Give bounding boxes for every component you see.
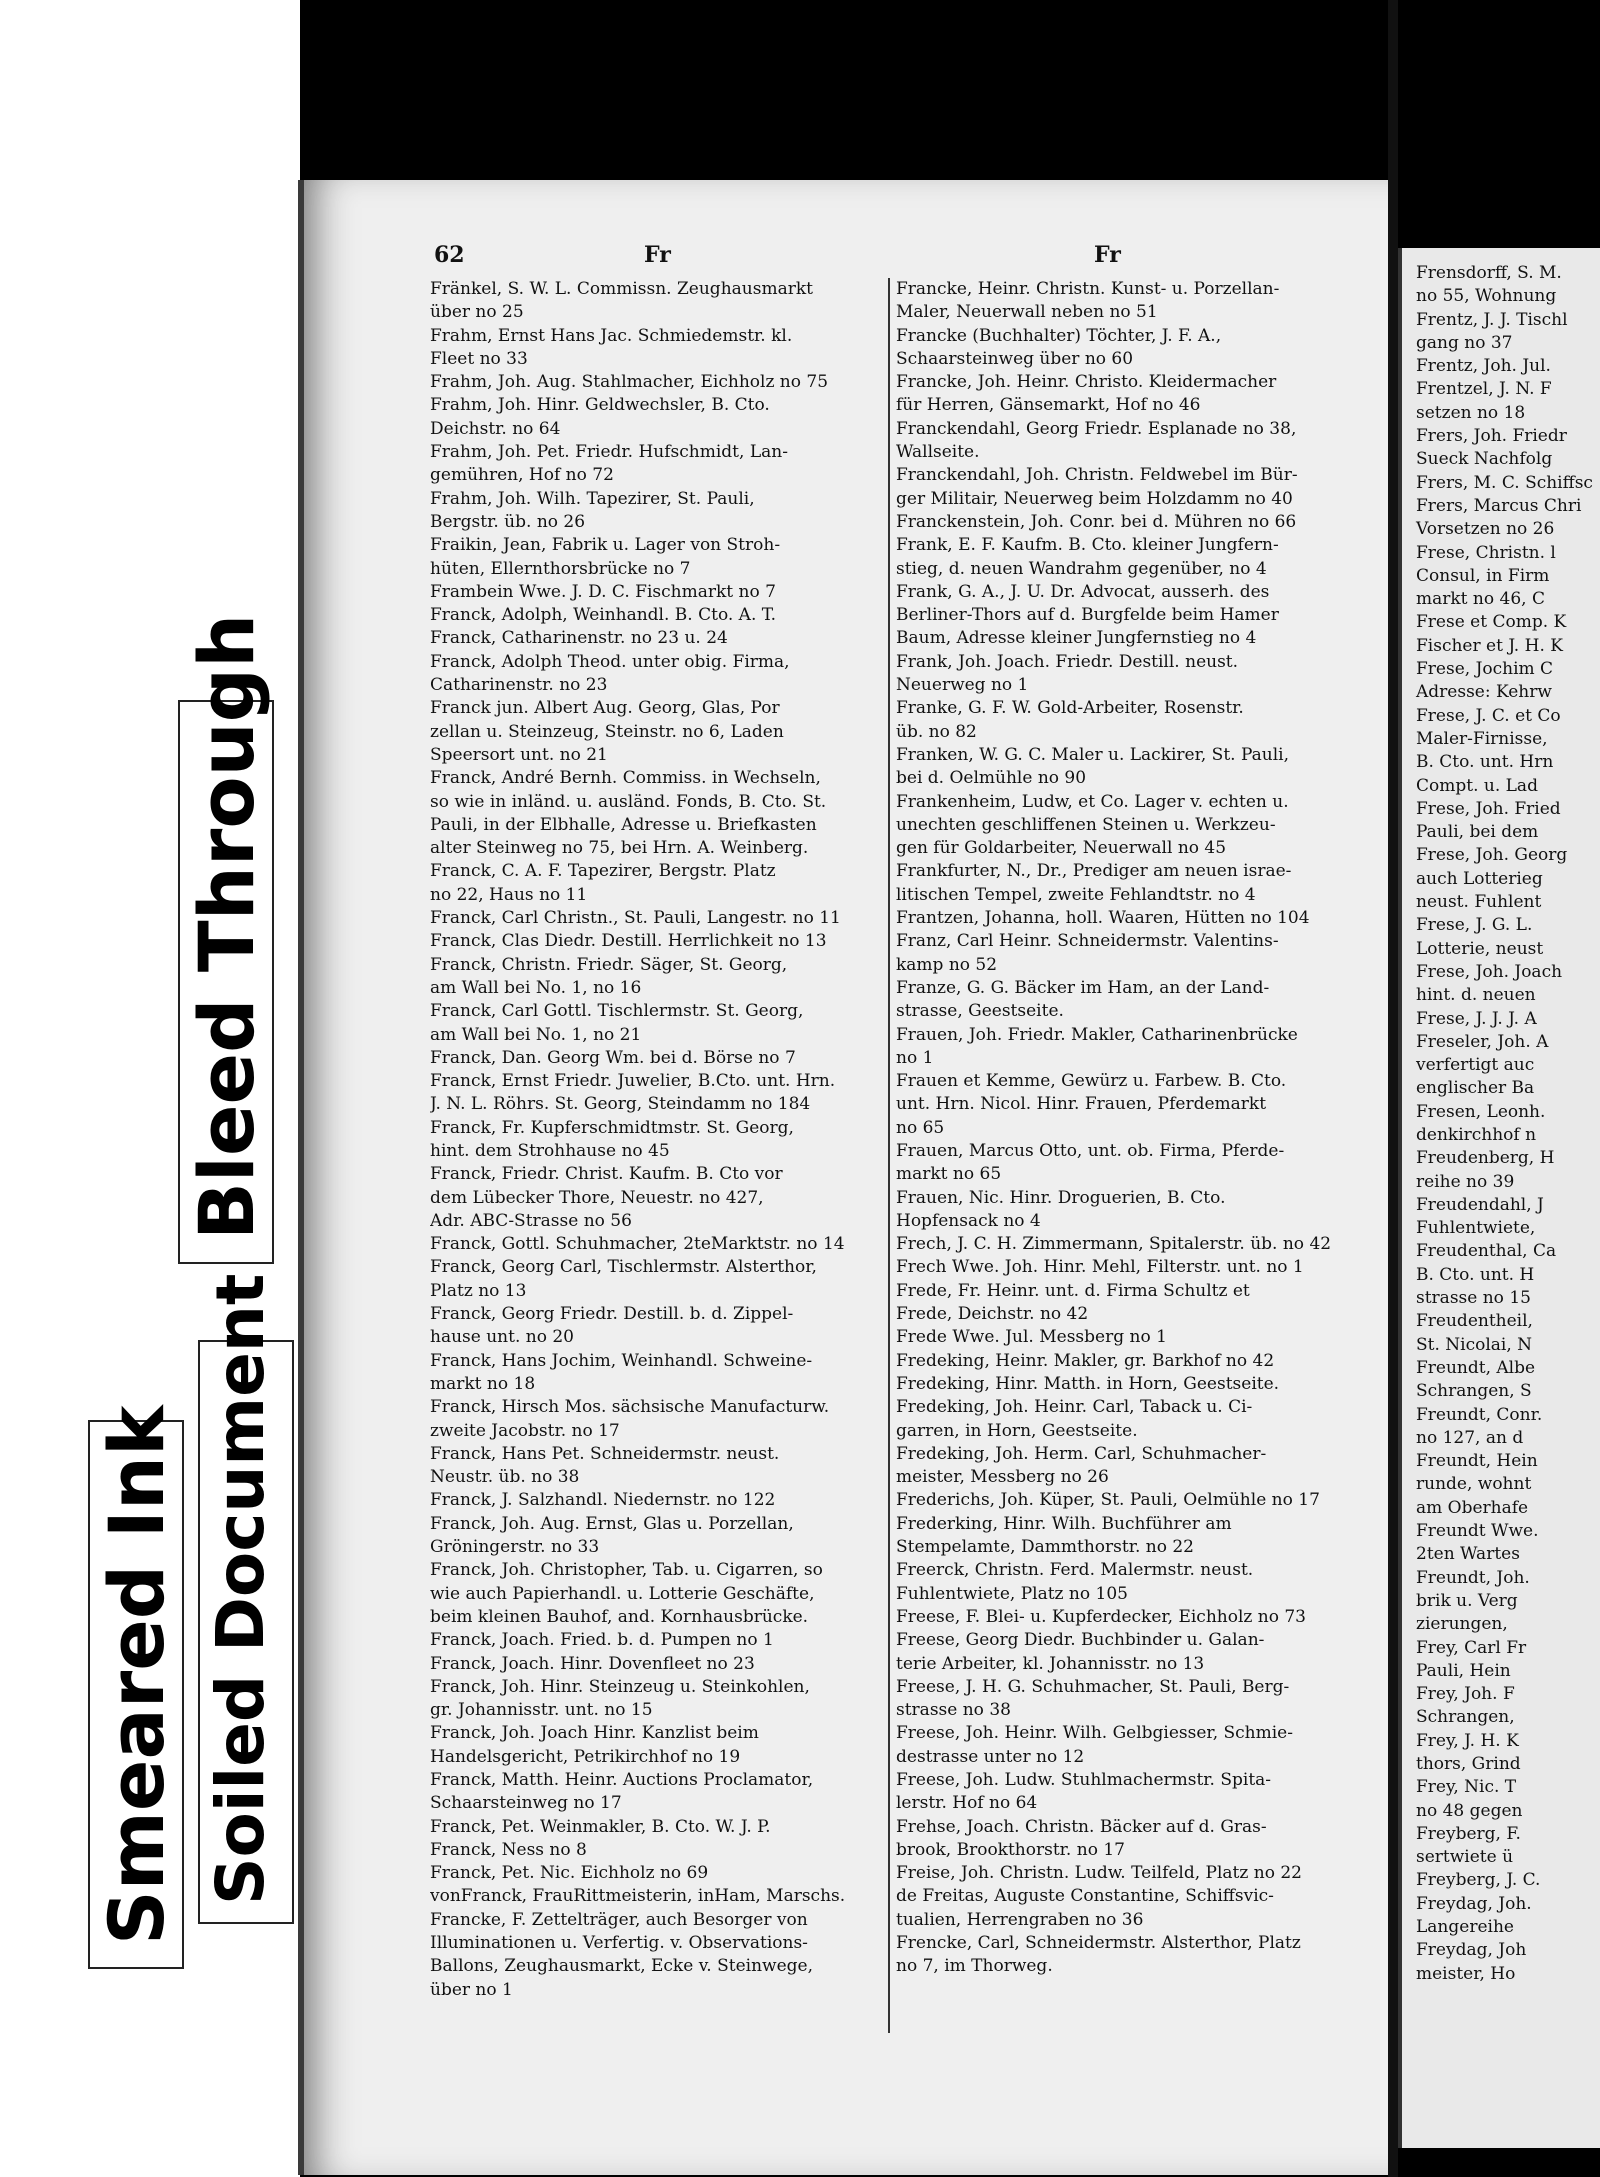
header-left: Fr: [644, 242, 671, 268]
entry-line: am Oberhafe: [1416, 1497, 1529, 1518]
entry-line: am Wall bei No. 1, no 16: [430, 977, 642, 998]
column-divider: [888, 278, 890, 2033]
entry-line: Franck, Pet. Nic. Eichholz no 69: [430, 1863, 709, 1884]
column-left: [430, 278, 884, 2002]
entry-line: Frey, Nic. T: [1416, 1777, 1517, 1798]
entry-line: Franck, Pet. Weinmakler, B. Cto. W. J. P.: [430, 1816, 771, 1837]
column-right: [896, 278, 1350, 1979]
entry-line: Freese, Georg Diedr. Buchbinder u. Galan-: [896, 1630, 1265, 1651]
entry-line: Baum, Adresse kleiner Jungfernstieg no 4: [896, 628, 1257, 649]
entry-line: Franken, W. G. C. Maler u. Lackirer, St. Pauli,: [896, 744, 1290, 765]
entry-line: Frese, J. J. J. A: [1416, 1008, 1537, 1029]
entry-line: Lotterie, neust: [1416, 938, 1544, 959]
entry-line: reihe no 39: [1416, 1171, 1515, 1192]
entry-line: Freudentheil,: [1416, 1311, 1533, 1332]
entry-line: Pauli, in der Elbhalle, Adresse u. Briefkasten: [430, 814, 817, 835]
entry-line: Illuminationen u. Verfertig. v. Observations-: [430, 1933, 808, 1954]
entry-line: Frey, J. H. K: [1416, 1730, 1519, 1751]
entry-line: Catharinenstr. no 23: [430, 675, 608, 696]
entry-line: Fresen, Leonh.: [1416, 1101, 1546, 1122]
entry-line: Frank, E. F. Kaufm. B. Cto. kleiner Jungfern-: [896, 535, 1279, 556]
header-right: Fr: [1094, 242, 1121, 268]
entry-line: sertwiete ü: [1416, 1847, 1514, 1868]
entry-line: litischen Tempel, zweite Fehlandtstr. no 4: [896, 884, 1256, 905]
column-next-page: [1416, 262, 1593, 1986]
entry-line: neust. Fuhlent: [1416, 892, 1542, 913]
entry-line: Freyberg, J. C.: [1416, 1870, 1541, 1891]
entry-line: Frese, Joh. Georg: [1416, 845, 1568, 866]
entry-line: markt no 18: [430, 1373, 536, 1394]
entry-line: Franckendahl, Georg Friedr. Esplanade no 38,: [896, 418, 1297, 439]
entry-line: Fredeking, Joh. Heinr. Carl, Taback u. Ci-: [896, 1397, 1253, 1418]
entry-line: Freudendahl, J: [1416, 1194, 1544, 1215]
entry-line: Gröningerstr. no 33: [430, 1537, 600, 1558]
entry-line: Franck, Carl Gottl. Tischlermstr. St. Georg,: [430, 1001, 804, 1022]
entry-line: Frauen, Joh. Friedr. Makler, Catharinenbrücke: [896, 1024, 1298, 1045]
entry-line: Fischer et J. H. K: [1416, 635, 1563, 656]
entry-line: thors, Grind: [1416, 1754, 1521, 1774]
entry-line: Franck, Joh. Hinr. Steinzeug u. Steinkohlen,: [430, 1676, 810, 1697]
entry-line: 2ten Wartes: [1416, 1544, 1520, 1565]
entry-line: brook, Brookthorstr. no 17: [896, 1839, 1125, 1860]
entry-line: Frauen et Kemme, Gewürz u. Farbew. B. Cto.: [896, 1071, 1287, 1092]
entry-line: Fredeking, Hinr. Matth. in Horn, Geestseite.: [896, 1373, 1280, 1394]
entry-line: Franck, Gottl. Schuhmacher, 2teMarktstr. no 14: [430, 1234, 845, 1255]
entry-line: Frese, Jochim C: [1416, 659, 1554, 680]
entry-line: kamp no 52: [896, 954, 998, 975]
entry-line: Franke, G. F. W. Gold-Arbeiter, Rosenstr.: [896, 698, 1244, 719]
entry-line: Frahm, Joh. Aug. Stahlmacher, Eichholz no 75: [430, 372, 829, 393]
entry-line: no 7, im Thorweg.: [896, 1956, 1053, 1977]
entry-line: Schaarsteinweg no 17: [430, 1793, 622, 1814]
entry-line: Freese, Joh. Heinr. Wilh. Gelbgiesser, Schmie-: [896, 1723, 1293, 1744]
entry-line: üb. no 82: [896, 721, 977, 742]
entry-line: Fuhlentwiete,: [1416, 1218, 1536, 1239]
entry-line: meister, Ho: [1416, 1963, 1516, 1984]
entry-line: Frentz, Joh. Jul.: [1416, 356, 1551, 377]
entry-line: Adr. ABC-Strasse no 56: [430, 1210, 632, 1231]
entry-line: Schaarsteinweg über no 60: [896, 348, 1134, 369]
entry-line: Frers, Joh. Friedr: [1416, 426, 1567, 447]
entry-line: Francke, F. Zettelträger, auch Besorger von: [430, 1909, 808, 1930]
entry-line: Franck, Dan. Georg Wm. bei d. Börse no 7: [430, 1047, 796, 1068]
entry-line: no 55, Wohnung: [1416, 286, 1557, 307]
entry-line: Consul, in Firm: [1416, 565, 1550, 586]
entry-line: Freyberg, F.: [1416, 1823, 1521, 1844]
entry-line: Frauen, Nic. Hinr. Droguerien, B. Cto.: [896, 1187, 1226, 1208]
entry-line: Franck, Clas Diedr. Destill. Herrlichkeit no 13: [430, 931, 827, 952]
entry-line: Freundt, Albe: [1416, 1357, 1536, 1378]
entry-line: zellan u. Steinzeug, Steinstr. no 6, Laden: [430, 721, 784, 742]
entry-line: Franze, G. G. Bäcker im Ham, an der Land-: [896, 977, 1270, 998]
entry-line: Adresse: Kehrw: [1416, 682, 1552, 703]
entry-line: markt no 46, C: [1416, 589, 1545, 610]
entry-line: Franck, Georg Friedr. Destill. b. d. Zippel-: [430, 1304, 794, 1325]
entry-line: Freese, F. Blei- u. Kupferdecker, Eichholz no 73: [896, 1606, 1306, 1627]
entry-line: Fredeking, Joh. Herm. Carl, Schuhmacher-: [896, 1443, 1267, 1464]
entry-line: terie Arbeiter, kl. Johannisstr. no 13: [896, 1653, 1205, 1674]
entry-line: Neustr. üb. no 38: [430, 1467, 580, 1488]
bleed-through-label: Bleed Through: [182, 613, 271, 1240]
entry-line: no 65: [896, 1117, 945, 1138]
entry-line: Neuerweg no 1: [896, 675, 1029, 696]
entry-line: Fuhlentwiete, Platz no 105: [896, 1583, 1128, 1604]
entry-line: Frentz, J. J. Tischl: [1416, 309, 1568, 330]
entry-line: B. Cto. unt. H: [1416, 1264, 1535, 1285]
entry-line: Freise, Joh. Christn. Ludw. Teilfeld, Platz no 22: [896, 1863, 1302, 1884]
entry-line: Franck, Joh. Joach Hinr. Kanzlist beim: [430, 1723, 759, 1744]
entry-line: Frese, J. C. et Co: [1416, 705, 1561, 726]
entry-line: Franck, Ness no 8: [430, 1839, 587, 1860]
entry-line: Ballons, Zeughausmarkt, Ecke v. Steinwege,: [430, 1956, 813, 1977]
entry-line: Franck, Adolph Theod. unter obig. Firma,: [430, 651, 790, 672]
directory-page: [298, 180, 1394, 2175]
entry-line: zierungen,: [1416, 1614, 1508, 1635]
entry-line: J. N. L. Röhrs. St. Georg, Steindamm no 184: [430, 1094, 811, 1115]
entry-line: meister, Messberg no 26: [896, 1467, 1109, 1488]
entry-line: runde, wohnt: [1416, 1474, 1532, 1495]
entry-line: Frahm, Joh. Hinr. Geldwechsler, B. Cto.: [430, 395, 770, 416]
entry-line: Franck, Joh. Aug. Ernst, Glas u. Porzellan,: [430, 1513, 794, 1534]
entry-line: Frahm, Joh. Pet. Friedr. Hufschmidt, Lan-: [430, 442, 788, 463]
entry-line: Francke (Buchhalter) Töchter, J. F. A.,: [896, 325, 1222, 346]
entry-line: Frambein Wwe. J. D. C. Fischmarkt no 7: [430, 581, 776, 602]
entry-line: alter Steinweg no 75, bei Hrn. A. Weinberg.: [430, 838, 809, 859]
entry-line: hint. d. neuen: [1416, 985, 1536, 1006]
entry-line: brik u. Verg: [1416, 1590, 1518, 1611]
entry-line: Freudenthal, Ca: [1416, 1241, 1557, 1262]
entry-line: Franck, Catharinenstr. no 23 u. 24: [430, 628, 728, 649]
entry-line: verfertigt auc: [1416, 1055, 1535, 1076]
entry-line: gemühren, Hof no 72: [430, 465, 614, 486]
entry-line: Franck, Hans Pet. Schneidermstr. neust.: [430, 1443, 780, 1464]
entry-line: bei d. Oelmühle no 90: [896, 768, 1087, 789]
entry-line: no 22, Haus no 11: [430, 884, 588, 905]
entry-line: Freese, Joh. Ludw. Stuhlmachermstr. Spita-: [896, 1770, 1272, 1790]
entry-line: Franck, André Bernh. Commiss. in Wechseln,: [430, 768, 821, 789]
entry-line: Frese, Joh. Joach: [1416, 961, 1563, 982]
entry-line: Frers, Marcus Chri: [1416, 495, 1582, 516]
entry-line: strasse, Geestseite.: [896, 1001, 1064, 1022]
entry-line: beim kleinen Bauhof, and. Kornhausbrücke.: [430, 1606, 809, 1627]
entry-line: Frede, Deichstr. no 42: [896, 1304, 1089, 1325]
entry-line: Franck, Hirsch Mos. sächsische Manufacturw.: [430, 1397, 830, 1418]
entry-line: strasse no 15: [1416, 1288, 1531, 1309]
entry-line: unechten geschliffenen Steinen u. Werkzeu-: [896, 814, 1276, 835]
entry-line: ger Militair, Neuerweg beim Holzdamm no 40: [896, 488, 1293, 509]
entry-line: Frahm, Joh. Wilh. Tapezirer, St. Pauli,: [430, 488, 755, 509]
page-number: 62: [434, 242, 465, 268]
entry-line: Wallseite.: [896, 442, 980, 463]
entry-line: Franck, Friedr. Christ. Kaufm. B. Cto vor: [430, 1164, 783, 1185]
entry-line: Schrangen, S: [1416, 1381, 1532, 1402]
entry-line: Freseler, Joh. A: [1416, 1031, 1549, 1052]
entry-line: Frederking, Hinr. Wilh. Buchführer am: [896, 1513, 1232, 1534]
entry-line: Frencke, Carl, Schneidermstr. Alsterthor, Platz: [896, 1933, 1301, 1954]
page-gutter: [1388, 0, 1398, 2177]
entry-line: Franck, J. Salzhandl. Niedernstr. no 122: [430, 1490, 776, 1511]
entry-line: Sueck Nachfolg: [1416, 449, 1553, 470]
entry-line: Franck, C. A. F. Tapezirer, Bergstr. Platz: [430, 861, 776, 882]
entry-line: Fraikin, Jean, Fabrik u. Lager von Stroh-: [430, 535, 781, 556]
entry-line: St. Nicolai, N: [1416, 1334, 1533, 1355]
entry-line: Fredeking, Heinr. Makler, gr. Barkhof no 42: [896, 1350, 1275, 1371]
entry-line: über no 1: [430, 1979, 513, 2000]
entry-line: Franck, Carl Christn., St. Pauli, Langestr. no 11: [430, 908, 841, 929]
entry-line: Frech Wwe. Joh. Hinr. Mehl, Filterstr. unt. no 1: [896, 1257, 1304, 1278]
entry-line: Platz no 13: [430, 1280, 527, 1301]
entry-line: Freese, J. H. G. Schuhmacher, St. Pauli, Berg-: [896, 1676, 1290, 1697]
entry-line: tualien, Herrengraben no 36: [896, 1909, 1144, 1930]
entry-line: Frankenheim, Ludw, et Co. Lager v. echten u.: [896, 791, 1289, 812]
entry-line: Frahm, Ernst Hans Jac. Schmiedemstr. kl.: [430, 325, 793, 346]
entry-line: Franck, Fr. Kupferschmidtmstr. St. Georg,: [430, 1117, 794, 1138]
entry-line: über no 25: [430, 302, 524, 323]
entry-line: markt no 65: [896, 1164, 1002, 1185]
entry-line: Frese, J. G. L.: [1416, 915, 1533, 936]
entry-line: Franck, Adolph, Weinhandl. B. Cto. A. T.: [430, 605, 777, 626]
entry-line: stieg, d. neuen Wandrahm gegenüber, no 4: [896, 558, 1267, 579]
entry-line: wie auch Papierhandl. u. Lotterie Geschäfte,: [430, 1583, 815, 1604]
entry-line: Frauen, Marcus Otto, unt. ob. Firma, Pferde-: [896, 1140, 1285, 1161]
entry-line: strasse no 38: [896, 1700, 1011, 1721]
entry-line: Frantzen, Johanna, holl. Waaren, Hütten no 104: [896, 908, 1310, 929]
entry-line: so wie in inländ. u. ausländ. Fonds, B. Cto. St.: [430, 791, 827, 812]
smeared-ink-label: Smeared Ink: [92, 1405, 181, 1945]
entry-line: Langereihe: [1416, 1917, 1514, 1938]
entry-line: Franck, Joh. Christopher, Tab. u. Cigarren, so: [430, 1560, 823, 1581]
entry-line: Freundt, Hein: [1416, 1451, 1538, 1472]
entry-line: Bergstr. üb. no 26: [430, 511, 586, 532]
entry-line: Frankfurter, N., Dr., Prediger am neuen israe-: [896, 861, 1292, 882]
entry-line: gang no 37: [1416, 332, 1513, 353]
entry-line: Frentzel, J. N. F: [1416, 379, 1552, 400]
entry-line: am Wall bei No. 1, no 21: [430, 1024, 642, 1045]
entry-line: Frede Wwe. Jul. Messberg no 1: [896, 1327, 1167, 1348]
entry-line: vonFranck, FrauRittmeisterin, inHam, Marschs.: [430, 1886, 846, 1907]
entry-line: destrasse unter no 12: [896, 1746, 1085, 1767]
entry-line: Handelsgericht, Petrikirchhof no 19: [430, 1746, 741, 1767]
entry-line: Freundt, Conr.: [1416, 1404, 1543, 1425]
entry-line: für Herren, Gänsemarkt, Hof no 46: [896, 395, 1201, 416]
entry-line: setzen no 18: [1416, 402, 1526, 423]
entry-line: Frensdorff, S. M.: [1416, 263, 1562, 283]
entry-line: de Freitas, Auguste Constantine, Schiffsvic-: [896, 1886, 1274, 1907]
entry-line: Freydag, Joh: [1416, 1940, 1527, 1961]
entry-line: B. Cto. unt. Hrn: [1416, 752, 1554, 773]
entry-line: Speersort unt. no 21: [430, 744, 608, 765]
entry-line: Frese et Comp. K: [1416, 612, 1567, 633]
entry-line: Franck jun. Albert Aug. Georg, Glas, Por: [430, 698, 780, 719]
entry-line: hause unt. no 20: [430, 1327, 574, 1348]
entry-line: Schrangen,: [1416, 1707, 1515, 1728]
entry-line: Franz, Carl Heinr. Schneidermstr. Valentins-: [896, 931, 1279, 952]
entry-line: Berliner-Thors auf d. Burgfelde beim Hamer: [896, 605, 1279, 626]
entry-line: unt. Hrn. Nicol. Hinr. Frauen, Pferdemarkt: [896, 1094, 1267, 1115]
entry-line: Frech, J. C. H. Zimmermann, Spitalerstr. üb. no 42: [896, 1234, 1332, 1255]
entry-line: Vorsetzen no 26: [1416, 519, 1555, 540]
entry-line: Franck, Christn. Friedr. Säger, St. Georg,: [430, 954, 788, 975]
entry-line: Franck, Ernst Friedr. Juwelier, B.Cto. unt. Hrn.: [430, 1071, 836, 1092]
entry-line: Franck, Georg Carl, Tischlermstr. Alsterthor,: [430, 1257, 817, 1278]
entry-line: hint. dem Strohhause no 45: [430, 1140, 670, 1161]
entry-line: Freydag, Joh.: [1416, 1893, 1532, 1914]
entry-line: denkirchhof n: [1416, 1124, 1537, 1145]
entry-line: Freundt Wwe.: [1416, 1521, 1539, 1542]
entry-line: Francke, Heinr. Christn. Kunst- u. Porzellan-: [896, 279, 1280, 299]
entry-line: Maler-Firnisse,: [1416, 728, 1548, 749]
annotation-labels: [0, 0, 300, 2177]
entry-line: Frank, G. A., J. U. Dr. Advocat, ausserh. des: [896, 581, 1270, 602]
entry-line: Franckendahl, Joh. Christn. Feldwebel im Bür-: [896, 465, 1298, 486]
entry-line: Frers, M. C. Schiffsc: [1416, 472, 1593, 493]
entry-line: englischer Ba: [1416, 1078, 1535, 1099]
entry-line: gr. Johannisstr. unt. no 15: [430, 1700, 653, 1721]
entry-line: Pauli, bei dem: [1416, 822, 1539, 843]
entry-line: no 127, an d: [1416, 1427, 1524, 1448]
entry-line: Maler, Neuerwall neben no 51: [896, 302, 1158, 323]
entry-line: Frey, Carl Fr: [1416, 1637, 1527, 1658]
entry-line: auch Lotterieg: [1416, 868, 1543, 889]
entry-line: hüten, Ellernthorsbrücke no 7: [430, 558, 691, 579]
entry-line: Frehse, Joach. Christn. Bäcker auf d. Gras-: [896, 1816, 1267, 1837]
next-page-edge: [1398, 248, 1600, 2148]
entry-line: Fleet no 33: [430, 348, 528, 369]
entry-line: zweite Jacobstr. no 17: [430, 1420, 620, 1441]
entry-line: Freudenberg, H: [1416, 1148, 1555, 1169]
entry-line: Compt. u. Lad: [1416, 775, 1538, 796]
entry-line: Frese, Christn. l: [1416, 542, 1556, 563]
entry-line: Franck, Matth. Heinr. Auctions Proclamator,: [430, 1770, 814, 1790]
entry-line: dem Lübecker Thore, Neuestr. no 427,: [430, 1187, 764, 1208]
entry-line: Franck, Joach. Fried. b. d. Pumpen no 1: [430, 1630, 774, 1651]
entry-line: Franckenstein, Joh. Conr. bei d. Mühren no 66: [896, 511, 1297, 532]
entry-line: no 1: [896, 1047, 934, 1068]
entry-line: Frey, Joh. F: [1416, 1684, 1515, 1705]
entry-line: Franck, Joach. Hinr. Dovenfleet no 23: [430, 1653, 755, 1674]
entry-line: Francke, Joh. Heinr. Christo. Kleidermacher: [896, 372, 1277, 393]
soiled-document-label: Soiled Document: [202, 1273, 279, 1905]
entry-line: Hopfensack no 4: [896, 1210, 1041, 1231]
entry-line: Frede, Fr. Heinr. unt. d. Firma Schultz et: [896, 1280, 1250, 1301]
entry-line: no 48 gegen: [1416, 1800, 1523, 1821]
entry-line: Frederichs, Joh. Küper, St. Pauli, Oelmühle no 17: [896, 1490, 1320, 1511]
entry-line: gen für Goldarbeiter, Neuerwall no 45: [896, 838, 1227, 859]
entry-line: Fränkel, S. W. L. Commissn. Zeughausmarkt: [430, 279, 813, 299]
entry-line: Franck, Hans Jochim, Weinhandl. Schweine-: [430, 1350, 813, 1371]
entry-line: Frank, Joh. Joach. Friedr. Destill. neust.: [896, 651, 1239, 672]
entry-line: lerstr. Hof no 64: [896, 1793, 1038, 1814]
entry-line: Freerck, Christn. Ferd. Malermstr. neust.: [896, 1560, 1254, 1581]
entry-line: Freundt, Joh.: [1416, 1567, 1530, 1588]
entry-line: garren, in Horn, Geestseite.: [896, 1420, 1138, 1441]
entry-line: Pauli, Hein: [1416, 1660, 1511, 1681]
entry-line: Frese, Joh. Fried: [1416, 798, 1561, 819]
entry-line: Stempelamte, Dammthorstr. no 22: [896, 1537, 1194, 1558]
entry-line: Deichstr. no 64: [430, 418, 561, 439]
